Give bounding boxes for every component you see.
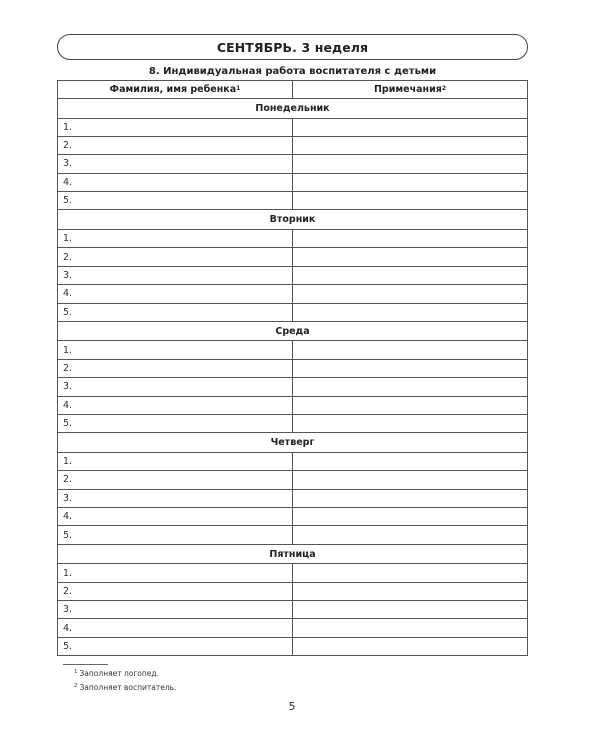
notes-cell[interactable] [293, 378, 528, 396]
footnote-2: $^2$ Заполняет воспитатель. [74, 683, 177, 692]
table-row [58, 118, 528, 136]
notes-cell[interactable] [293, 155, 528, 173]
child-name-cell[interactable]: 2. [58, 471, 293, 489]
table-row [58, 155, 528, 173]
child-name-cell[interactable]: 3. [58, 155, 293, 173]
table-body [58, 99, 528, 656]
footnote-divider [63, 664, 108, 665]
child-name-cell[interactable]: 1. [58, 229, 293, 247]
child-name-cell[interactable]: 4. [58, 173, 293, 191]
day-label: Вторник [58, 210, 528, 230]
notes-cell[interactable] [293, 471, 528, 489]
notes-cell[interactable] [293, 508, 528, 526]
table-row [58, 266, 528, 284]
table-row [58, 359, 528, 377]
notes-cell[interactable] [293, 637, 528, 655]
child-name-cell[interactable]: 3. [58, 266, 293, 284]
column-header-name: Фамилия, имя ребенка$^1$ [58, 81, 293, 99]
notes-cell[interactable] [293, 341, 528, 359]
child-name-cell[interactable]: 4. [58, 396, 293, 414]
notes-cell[interactable] [293, 118, 528, 136]
notes-cell[interactable] [293, 601, 528, 619]
page-title: СЕНТЯБРЬ. 3 неделя [216, 39, 369, 55]
child-name-cell[interactable]: 2. [58, 248, 293, 266]
notes-cell[interactable] [293, 619, 528, 637]
notes-cell[interactable] [293, 303, 528, 321]
child-name-cell[interactable]: 2. [58, 582, 293, 600]
worksheet-table [57, 80, 528, 656]
child-name-cell[interactable]: 2. [58, 359, 293, 377]
notes-cell[interactable] [293, 582, 528, 600]
notes-cell[interactable] [293, 248, 528, 266]
day-header-row [58, 321, 528, 341]
day-header-row [58, 433, 528, 453]
child-name-cell[interactable]: 2. [58, 136, 293, 154]
notes-cell[interactable] [293, 414, 528, 432]
day-header-row [58, 210, 528, 230]
table-row [58, 526, 528, 544]
child-name-cell[interactable]: 5. [58, 414, 293, 432]
notes-cell[interactable] [293, 192, 528, 210]
child-name-cell[interactable]: 1. [58, 341, 293, 359]
notes-cell[interactable] [293, 526, 528, 544]
day-label: Среда [58, 321, 528, 341]
table-row [58, 508, 528, 526]
notes-cell[interactable] [293, 359, 528, 377]
day-label: Пятница [58, 544, 528, 564]
notes-cell[interactable] [293, 229, 528, 247]
table-row [58, 564, 528, 582]
table-row [58, 378, 528, 396]
notes-cell[interactable] [293, 266, 528, 284]
table-row [58, 489, 528, 507]
child-name-cell[interactable]: 5. [58, 192, 293, 210]
notes-cell[interactable] [293, 173, 528, 191]
table-row [58, 341, 528, 359]
table-row [58, 136, 528, 154]
table-row [58, 414, 528, 432]
table-row [58, 637, 528, 655]
notes-cell[interactable] [293, 136, 528, 154]
notes-cell[interactable] [293, 452, 528, 470]
table-row [58, 396, 528, 414]
child-name-cell[interactable]: 4. [58, 619, 293, 637]
notes-cell[interactable] [293, 564, 528, 582]
child-name-cell[interactable]: 1. [58, 118, 293, 136]
table-row [58, 173, 528, 191]
footnote-1: $^1$ Заполняет логопед. [74, 669, 159, 678]
child-name-cell[interactable]: 5. [58, 526, 293, 544]
table-row [58, 229, 528, 247]
child-name-cell[interactable]: 3. [58, 601, 293, 619]
table-row [58, 452, 528, 470]
child-name-cell[interactable]: 5. [58, 637, 293, 655]
table-row [58, 582, 528, 600]
child-name-cell[interactable]: 1. [58, 452, 293, 470]
child-name-cell[interactable]: 1. [58, 564, 293, 582]
table-row [58, 619, 528, 637]
notes-cell[interactable] [293, 489, 528, 507]
table-header-row [58, 81, 528, 99]
table-row [58, 303, 528, 321]
day-label: Четверг [58, 433, 528, 453]
table-row [58, 285, 528, 303]
child-name-cell[interactable]: 3. [58, 489, 293, 507]
child-name-cell[interactable]: 5. [58, 303, 293, 321]
table-row [58, 471, 528, 489]
header-pill [57, 34, 528, 60]
day-header-row [58, 544, 528, 564]
day-label: Понедельник [58, 99, 528, 119]
child-name-cell[interactable]: 4. [58, 285, 293, 303]
child-name-cell[interactable]: 4. [58, 508, 293, 526]
table-row [58, 601, 528, 619]
table-row [58, 192, 528, 210]
notes-cell[interactable] [293, 396, 528, 414]
page-number: 5 [288, 700, 296, 713]
day-header-row [58, 99, 528, 119]
section-title: 8. Индивидуальная работа воспитателя с детьми [148, 66, 437, 77]
table-row [58, 248, 528, 266]
column-header-notes: Примечания$^2$ [293, 81, 528, 99]
notes-cell[interactable] [293, 285, 528, 303]
child-name-cell[interactable]: 3. [58, 378, 293, 396]
